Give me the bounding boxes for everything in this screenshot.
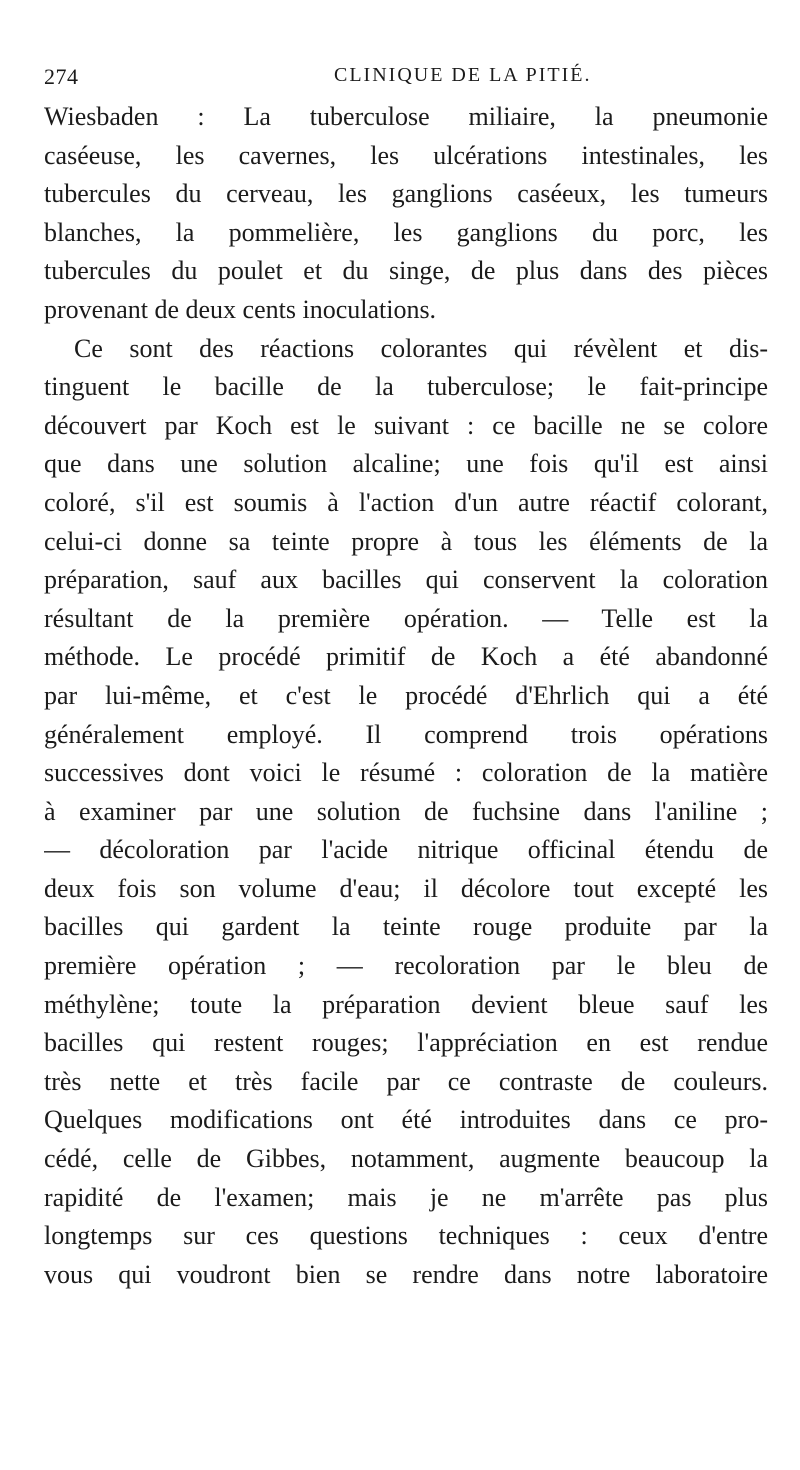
text-line: successives dont voici le résumé : coloration de la matière xyxy=(44,758,768,788)
text-line: rapidité de l'examen; mais je ne m'arrête pas plus xyxy=(44,1182,768,1212)
text-line: résultant de la première opération. — Telle est la xyxy=(44,603,768,633)
text-line: par lui-même, et c'est le procédé d'Ehrlich qui a été xyxy=(44,680,768,710)
text-line: tubercules du cerveau, les ganglions caséeux, les tumeurs xyxy=(44,179,768,209)
text-line: découvert par Koch est le suivant : ce bacille ne se colore xyxy=(44,410,768,440)
text-line: provenant de deux cents inoculations. xyxy=(44,294,437,324)
text-line: Ce sont des réactions colorantes qui révèlent et dis- xyxy=(74,333,768,363)
text-line: méthode. Le procédé primitif de Koch a été abandonné xyxy=(44,642,768,672)
text-line: vous qui voudront bien se rendre dans notre laboratoire xyxy=(44,1259,768,1289)
running-head xyxy=(44,64,774,94)
text-line: caséeuse, les cavernes, les ulcérations intestinales, les xyxy=(44,140,768,170)
body-text xyxy=(44,98,768,1294)
text-line: à examiner par une solution de fuchsine dans l'aniline ; xyxy=(44,796,768,826)
text-line: blanches, la pommelière, les ganglions du porc, les xyxy=(44,217,768,247)
text-line: deux fois son volume d'eau; il décolore tout excepté les xyxy=(44,873,768,903)
text-line: Quelques modifications ont été introduites dans ce pro- xyxy=(44,1105,768,1135)
page-number: 274 xyxy=(44,64,79,89)
text-line: préparation, sauf aux bacilles qui conservent la coloration xyxy=(44,565,768,595)
text-line: première opération ; — recoloration par le bleu de xyxy=(44,951,768,981)
running-title: CLINIQUE DE LA PITIÉ. xyxy=(334,64,592,86)
text-line: Wiesbaden : La tuberculose miliaire, la pneumonie xyxy=(44,102,768,131)
text-line: celui-ci donne sa teinte propre à tous les éléments de la xyxy=(44,526,768,556)
text-line: tinguent le bacille de la tuberculose; le fait-principe xyxy=(44,372,768,402)
text-line: que dans une solution alcaline; une fois qu'il est ainsi xyxy=(44,449,768,479)
text-line: longtemps sur ces questions techniques : ceux d'entre xyxy=(44,1221,768,1251)
text-line: bacilles qui gardent la teinte rouge produite par la xyxy=(44,912,768,942)
text-line: très nette et très facile par ce contraste de couleurs. xyxy=(44,1066,768,1096)
text-line: méthylène; toute la préparation devient bleue sauf les xyxy=(44,989,768,1019)
text-line: bacilles qui restent rouges; l'appréciation en est rendue xyxy=(44,1028,768,1058)
text-line: — décoloration par l'acide nitrique officinal étendu de xyxy=(44,835,768,865)
text-line: coloré, s'il est soumis à l'action d'un autre réactif colorant, xyxy=(44,487,768,517)
text-line: cédé, celle de Gibbes, notamment, augmente beaucoup la xyxy=(44,1144,768,1174)
text-line: tubercules du poulet et du singe, de plus dans des pièces xyxy=(44,256,768,286)
text-line: généralement employé. Il comprend trois opérations xyxy=(44,719,768,749)
